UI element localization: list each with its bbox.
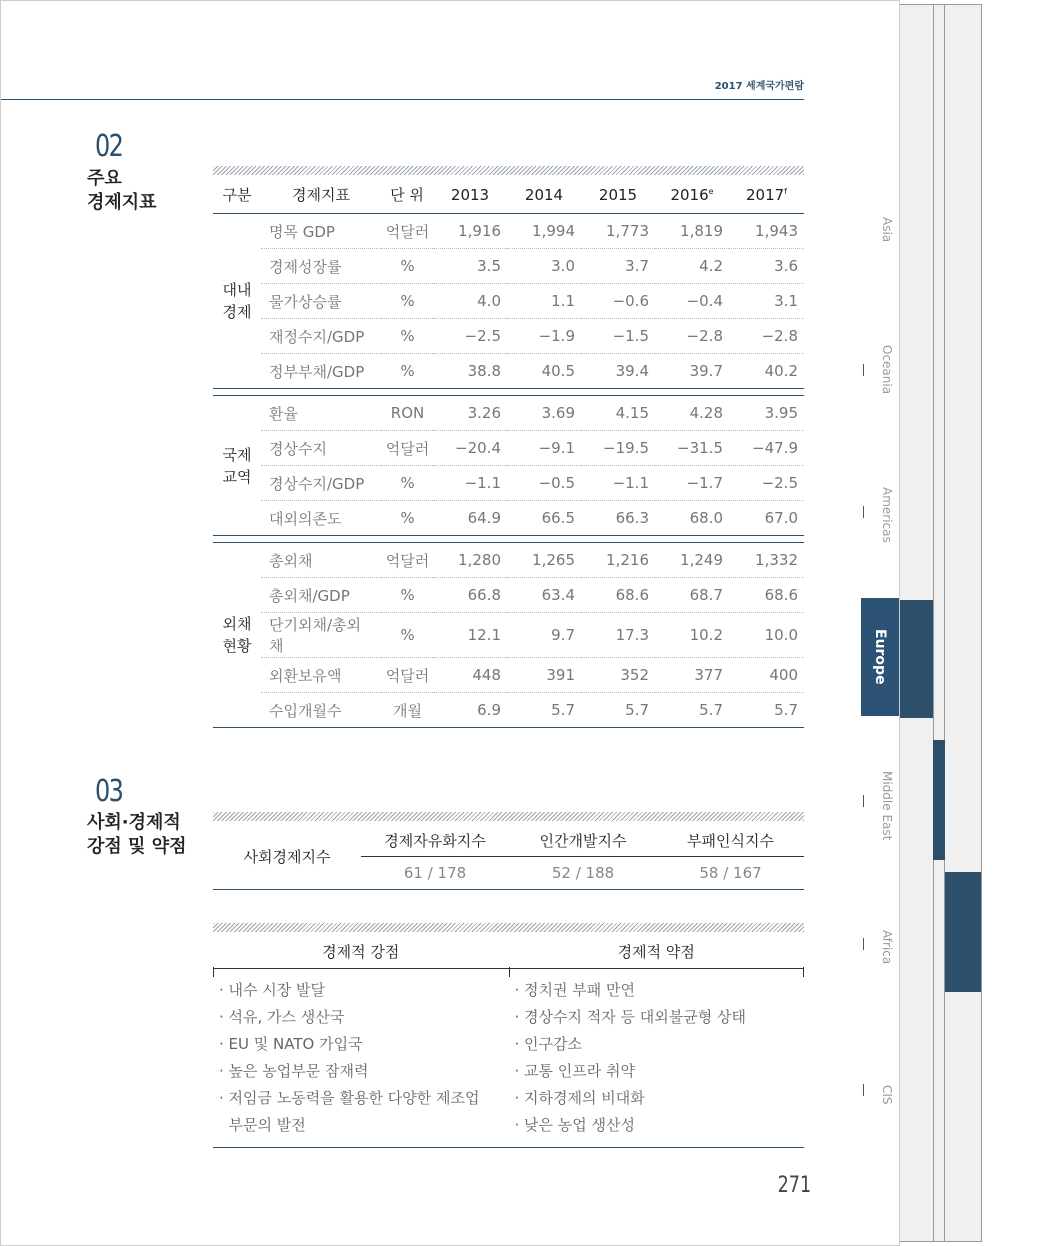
indicator-value: 4.28	[655, 396, 729, 431]
indicator-value: 3.1	[729, 284, 804, 319]
indicator-unit: 억달러	[381, 431, 433, 466]
indicator-value: 9.7	[507, 613, 581, 658]
indicator-value: −2.5	[433, 319, 507, 354]
indicator-value: 67.0	[729, 501, 804, 536]
indicator-value: −31.5	[655, 431, 729, 466]
indicator-value: −1.5	[581, 319, 655, 354]
tab-americas[interactable]: Americas	[880, 486, 894, 543]
indicator-value: 1,994	[507, 214, 581, 249]
indicator-unit: %	[381, 249, 433, 284]
indicator-name: 환율	[261, 396, 381, 431]
table-row	[213, 543, 804, 578]
section-number: 03	[95, 774, 123, 809]
table-row	[213, 501, 804, 536]
list-item: · 높은 농업부문 잠재력	[219, 1062, 369, 1080]
column-header: 부패인식지수	[657, 824, 804, 857]
indicator-name: 경상수지/GDP	[261, 466, 381, 501]
running-header: 2017 세계국가편람	[714, 81, 804, 92]
table-row	[213, 319, 804, 354]
indicator-value: 448	[433, 658, 507, 693]
column-header: 2014	[507, 176, 581, 214]
indicator-value: 3.69	[507, 396, 581, 431]
indicator-value: −0.4	[655, 284, 729, 319]
column-header: 2013	[433, 176, 507, 214]
indicator-name: 경제성장률	[261, 249, 381, 284]
list-item: · 지하경제의 비대화	[514, 1089, 645, 1107]
section-title-line2: 강점 및 약점	[87, 836, 187, 857]
indicator-value: 1,943	[729, 214, 804, 249]
indicator-unit: 억달러	[381, 658, 433, 693]
table-row	[213, 354, 804, 389]
indicator-value: 5.7	[729, 693, 804, 728]
sw-header	[213, 934, 804, 969]
list-item: · 내수 시장 발달	[219, 981, 326, 999]
tick-mark	[509, 967, 510, 977]
indicator-value: 63.4	[507, 578, 581, 613]
list-item: · 경상수지 적자 등 대외불균형 상태	[514, 1008, 746, 1026]
table-row	[213, 658, 804, 693]
list-item: · 인구감소	[514, 1035, 582, 1053]
indicator-value: 3.5	[433, 249, 507, 284]
indicator-value: 377	[655, 658, 729, 693]
indicator-value: 10.2	[655, 613, 729, 658]
indicator-value: 66.8	[433, 578, 507, 613]
table-row	[213, 249, 804, 284]
indicator-unit: %	[381, 613, 433, 658]
weaknesses-title: 경제적 약점	[617, 942, 695, 961]
indicator-value: 39.4	[581, 354, 655, 389]
group-separator	[213, 536, 804, 543]
indicator-value: 5.7	[581, 693, 655, 728]
list-item: · 교통 인프라 취약	[514, 1062, 636, 1080]
list-item: · 낮은 농업 생산성	[514, 1116, 636, 1134]
category-label: 대내 경제	[213, 214, 261, 389]
indicator-value: 1,265	[507, 543, 581, 578]
indicator-unit: %	[381, 578, 433, 613]
table-top-hatch	[213, 923, 804, 932]
indicator-unit: RON	[381, 396, 433, 431]
table-top-hatch	[213, 166, 804, 175]
section-title	[87, 167, 157, 215]
column-header: 2015	[581, 176, 655, 214]
tab-africa[interactable]: Africa	[880, 930, 894, 965]
indicator-value: 3.7	[581, 249, 655, 284]
indicator-value: 40.2	[729, 354, 804, 389]
edge-tab-europe	[899, 600, 933, 718]
indicator-unit: 개월	[381, 693, 433, 728]
indicator-value: 68.7	[655, 578, 729, 613]
table-row	[213, 466, 804, 501]
list-item: 부문의 발전	[219, 1116, 306, 1134]
indicator-value: 12.1	[433, 613, 507, 658]
indicator-unit: %	[381, 319, 433, 354]
column-header: 2017$^f$	[729, 176, 804, 214]
indicator-value: −20.4	[433, 431, 507, 466]
indicator-value: 3.6	[729, 249, 804, 284]
indicator-value: 1,280	[433, 543, 507, 578]
indicator-value: −47.9	[729, 431, 804, 466]
indicator-value: 17.3	[581, 613, 655, 658]
strengths-list	[213, 969, 509, 1139]
page-number: 271	[777, 1173, 812, 1198]
header-rule	[1, 99, 804, 100]
table-row	[213, 284, 804, 319]
indicator-value: 6.9	[433, 693, 507, 728]
table-header-row	[213, 176, 804, 214]
indicator-value: 4.0	[433, 284, 507, 319]
indicator-value: 38.8	[433, 354, 507, 389]
indicator-name: 물가상승률	[261, 284, 381, 319]
indicator-value: −1.1	[581, 466, 655, 501]
tab-marker	[863, 795, 864, 807]
indicator-value: −0.5	[507, 466, 581, 501]
indicator-value: 1,249	[655, 543, 729, 578]
list-item: · EU 및 NATO 가입국	[219, 1035, 363, 1053]
table-row	[213, 578, 804, 613]
indicator-value: 391	[507, 658, 581, 693]
column-header: 구분	[213, 176, 261, 214]
indicator-name: 대외의존도	[261, 501, 381, 536]
list-item: · 저임금 노동력을 활용한 다양한 제조업	[219, 1089, 480, 1107]
indicator-value: 68.6	[729, 578, 804, 613]
indicator-value: 1,773	[581, 214, 655, 249]
indicator-value: 68.0	[655, 501, 729, 536]
indicator-value: 3.95	[729, 396, 804, 431]
social-index-table	[213, 824, 804, 890]
section-title-line2: 경제지표	[87, 192, 157, 213]
column-header: 경제지표	[261, 176, 381, 214]
tab-marker	[863, 506, 864, 518]
indicator-value: 5.7	[655, 693, 729, 728]
indicator-value: 68.6	[581, 578, 655, 613]
indicator-unit: %	[381, 466, 433, 501]
section-title-line1: 사회·경제적	[87, 812, 181, 833]
indicator-value: 40.5	[507, 354, 581, 389]
strengths-title: 경제적 강점	[322, 942, 400, 961]
column-header: 경제자유화지수	[361, 824, 509, 857]
indicator-value: 4.15	[581, 396, 655, 431]
indicator-name: 총외채	[261, 543, 381, 578]
indicator-value: 1,916	[433, 214, 507, 249]
index-value: 58 / 167	[657, 857, 804, 890]
category-label: 국제 교역	[213, 396, 261, 536]
strengths-weaknesses-table	[213, 934, 804, 1148]
indicator-value: 5.7	[507, 693, 581, 728]
list-item: · 정치권 부패 만연	[514, 981, 636, 999]
indicator-value: −19.5	[581, 431, 655, 466]
tab-marker	[863, 938, 864, 950]
tick-mark	[803, 967, 804, 977]
table-row	[213, 396, 804, 431]
indicator-value: −9.1	[507, 431, 581, 466]
index-value: 52 / 188	[509, 857, 657, 890]
indicator-value: 3.26	[433, 396, 507, 431]
section-title-line1: 주요	[87, 168, 122, 189]
table-row	[213, 214, 804, 249]
category-label: 외채 현황	[213, 543, 261, 728]
weaknesses-list	[509, 969, 805, 1139]
table-row	[213, 431, 804, 466]
social-index-label: 사회경제지수	[213, 824, 361, 890]
indicator-value: 400	[729, 658, 804, 693]
tab-europe[interactable]: Europe	[861, 598, 899, 716]
tab-asia[interactable]: Asia	[880, 217, 894, 243]
table-top-hatch	[213, 812, 804, 821]
tab-oceania[interactable]: Oceania	[880, 345, 894, 395]
indicator-name: 재정수지/GDP	[261, 319, 381, 354]
indicator-value: 352	[581, 658, 655, 693]
indicator-value: −1.9	[507, 319, 581, 354]
table-row	[213, 693, 804, 728]
economic-indicators-table	[213, 176, 804, 728]
tab-marker	[863, 364, 864, 376]
indicator-value: 1,216	[581, 543, 655, 578]
indicator-value: −2.8	[655, 319, 729, 354]
indicator-value: 3.0	[507, 249, 581, 284]
column-header: 인간개발지수	[509, 824, 657, 857]
indicator-value: 39.7	[655, 354, 729, 389]
indicator-name: 명목 GDP	[261, 214, 381, 249]
indicator-unit: %	[381, 284, 433, 319]
indicator-name: 총외채/GDP	[261, 578, 381, 613]
list-item: · 석유, 가스 생산국	[219, 1008, 345, 1026]
indicator-value: 1,819	[655, 214, 729, 249]
indicator-value: 10.0	[729, 613, 804, 658]
edge-tab-3	[945, 872, 981, 992]
indicator-value: −2.8	[729, 319, 804, 354]
indicator-value: 64.9	[433, 501, 507, 536]
indicator-value: −0.6	[581, 284, 655, 319]
tab-cis[interactable]: CIS	[880, 1085, 894, 1105]
indicator-value: 1.1	[507, 284, 581, 319]
indicator-value: 66.5	[507, 501, 581, 536]
indicator-value: 66.3	[581, 501, 655, 536]
indicator-unit: %	[381, 354, 433, 389]
indicator-unit: 억달러	[381, 543, 433, 578]
indicator-unit: 억달러	[381, 214, 433, 249]
indicator-name: 경상수지	[261, 431, 381, 466]
indicator-value: 1,332	[729, 543, 804, 578]
table-row	[213, 613, 804, 658]
indicator-value: −1.1	[433, 466, 507, 501]
indicator-name: 단기외채/총외채	[261, 613, 381, 658]
tab-marker	[863, 1084, 864, 1096]
indicator-name: 외환보유액	[261, 658, 381, 693]
group-separator	[213, 389, 804, 396]
tab-middle-east[interactable]: Middle East	[880, 770, 894, 841]
index-value: 61 / 178	[361, 857, 509, 890]
indicator-value: 4.2	[655, 249, 729, 284]
column-header: 단 위	[381, 176, 433, 214]
column-header: 2016e	[655, 176, 729, 214]
indicator-name: 정부부채/GDP	[261, 354, 381, 389]
indicator-value: −2.5	[729, 466, 804, 501]
indicator-unit: %	[381, 501, 433, 536]
edge-tab-2	[933, 740, 945, 860]
indicator-value: −1.7	[655, 466, 729, 501]
indicator-name: 수입개월수	[261, 693, 381, 728]
section-title	[87, 811, 186, 859]
section-number: 02	[95, 129, 123, 164]
tick-mark	[213, 967, 214, 977]
